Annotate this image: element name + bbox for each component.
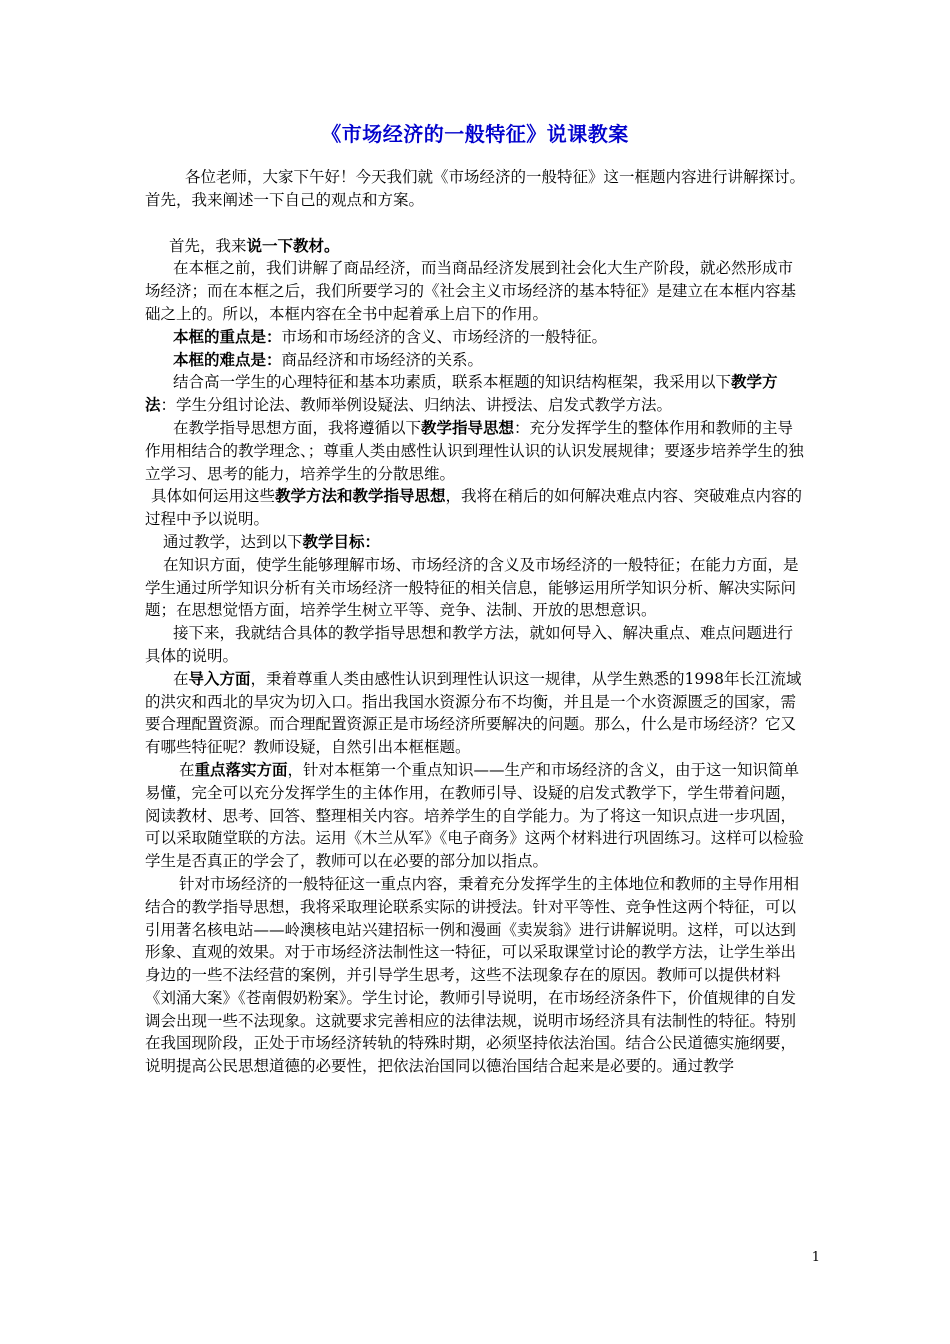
paragraph-key-implementation — [145, 759, 805, 873]
paragraph-key-points — [145, 326, 805, 349]
application-text-c: ，我将在稍后的如何解决难点内容、突破难点内容的过程中予以说明。 — [145, 487, 803, 529]
teaching-philosophy-text-c: ：充分发挥学生的整体作用和教师的主导作用相结合的教学理念、；尊重人类由感性认识到理性认识的认识发展规律；要逐步培养学生的独立学习、思考的能力，培养学生的分散思维。 — [145, 418, 804, 483]
key-points-label: 本框的重点是： — [173, 326, 282, 346]
paragraph-greeting — [145, 166, 805, 212]
textbook-heading-text: 首先，我来 — [169, 236, 247, 255]
application-text-a: 具体如何运用这些 — [151, 487, 276, 506]
textbook-position-text: 在本框之前，我们讲解了商品经济，而当商品经济发展到社会化大生产阶段，就必然形成市场经济；而在本框之后，我们所要学习的《社会主义市场经济的基本特征》是建立在本框内容基础之上的。所以，本框内容在全书中起着承上启下的作用。 — [145, 259, 797, 323]
market-features-text: 针对市场经济的一般特征这一重点内容，秉着充分发挥学生的主体地位和教师的主导作用相结合的教学指导思想，我将采取理论联系实际的讲授法。针对平等性、竞争性这两个特征，可以引用著名核电站——岭澳核电站兴建招标一例和漫画《卖炭翁》进行讲解说明。这样，可以达到形象、直观的效果。对于市场经济法制性这一特征，可以采取课堂讨论的教学方法，让学生举出身边的一些不法经营的案例，并引导学生思考，这些不法现象存在的原因。教师可以提供材料《刘涌大案》《苍南假奶粉案》。学生讨论，教师引导说明，在市场经济条件下，价值规律的自发调会出现一些不法现象。这就要求完善相应的法律法规，说明市场经济具有法制性的特征。特别在我国现阶段，正处于市场经济转轨的特殊时期，必须坚持依法治国。结合公民道德实施纲要，说明提高公民思想道德的必要性，把依法治国同以德治国结合起来是必要的。通过教学 — [145, 874, 800, 1076]
textbook-heading-bold: 说一下教材。 — [246, 235, 340, 255]
teaching-methods-bold: 教学方法 — [145, 372, 778, 415]
paragraph-teaching-philosophy — [145, 417, 805, 485]
introduction-text-a: 在 — [173, 669, 189, 688]
paragraph-difficult-points — [145, 349, 805, 372]
introduction-text-c: ，秉着尊重人类由感性认识到理性认识这一规律，从学生熟悉的1998年长江流域的洪灾和西北的旱灾为切入口。指出我国水资源分布不均衡，并且是一个水资源匮乏的国家，需要合理配置资源。而合理配置资源正是市场经济所要解决的问题。那么，什么是市场经济？它又有哪些特征呢？教师设疑，自然引出本框框题。 — [145, 669, 802, 757]
paragraph-objectives-heading — [145, 531, 805, 554]
next-text: 接下来，我就结合具体的教学指导思想和教学方法，就如何导入、解决重点、难点问题进行具体的说明。 — [145, 624, 794, 665]
teaching-philosophy-bold: 教学指导思想 — [421, 417, 515, 437]
teaching-methods-text-c: ：学生分组讨论法、教师举例设疑法、归纳法、讲授法、启发式教学方法。 — [160, 396, 673, 415]
document-title: 《市场经济的一般特征》说课教案 — [321, 122, 629, 146]
key-implementation-text-a: 在 — [179, 760, 195, 779]
paragraph-introduction — [145, 668, 805, 759]
difficult-points-text: 商品经济和市场经济的关系。 — [281, 350, 484, 369]
paragraph-textbook-position — [145, 257, 805, 325]
teaching-methods-text-a: 结合高一学生的心理特征和基本功素质，联系本框题的知识结构框架，我采用以下 — [173, 373, 732, 392]
paragraph-next — [145, 622, 805, 668]
teaching-philosophy-text-a: 在教学指导思想方面，我将遵循以下 — [173, 418, 422, 437]
paragraph-gap — [145, 212, 805, 235]
objectives-heading-text: 通过教学，达到以下 — [163, 532, 303, 551]
introduction-bold: 导入方面 — [188, 668, 251, 688]
paragraph-teaching-methods — [145, 371, 805, 417]
key-implementation-text-c: ，针对本框第一个重点知识——生产和市场经济的含义，由于这一知识简单易懂，完全可以充分发挥学生的主体作用，在教师引导、设疑的启发式教学下，学生带着问题，阅读教材、思考、回答、整理相关内容。培养学生的自学能力。为了将这一知识点进一步巩固，可以采取随堂联的方法。运用《木兰从军》《电子商务》这两个材料进行巩固练习。这样可以检验学生是否真正的学会了，教师可以在必要的部分加以指点。 — [145, 760, 804, 871]
objectives-text: 在知识方面，使学生能够理解市场、市场经济的含义及市场经济的一般特征；在能力方面，是学生通过所学知识分析有关市场经济一般特征的相关信息，能够运用所学知识分析、解决实际问题；在思想觉悟方面，培养学生树立平等、竞争、法制、开放的思想意识。 — [145, 555, 799, 620]
key-implementation-bold: 重点落实方面 — [194, 759, 288, 779]
objectives-heading-bold: 教学目标： — [302, 531, 381, 551]
paragraph-market-features — [145, 873, 805, 1078]
paragraph-application — [145, 485, 805, 531]
application-bold: 教学方法和教学指导思想 — [275, 486, 446, 506]
difficult-points-label: 本框的难点是： — [173, 349, 282, 369]
key-points-text: 市场和市场经济的含义、市场经济的一般特征。 — [281, 327, 608, 346]
paragraph-textbook-heading — [145, 235, 805, 258]
paragraph-objectives — [145, 554, 805, 622]
page-number: 1 — [811, 1250, 820, 1265]
greeting-text: 各位老师，大家下午好！今天我们就《市场经济的一般特征》这一框题内容进行讲解探讨。首先，我来阐述一下自己的观点和方案。 — [145, 168, 806, 209]
document-body — [145, 166, 805, 1078]
